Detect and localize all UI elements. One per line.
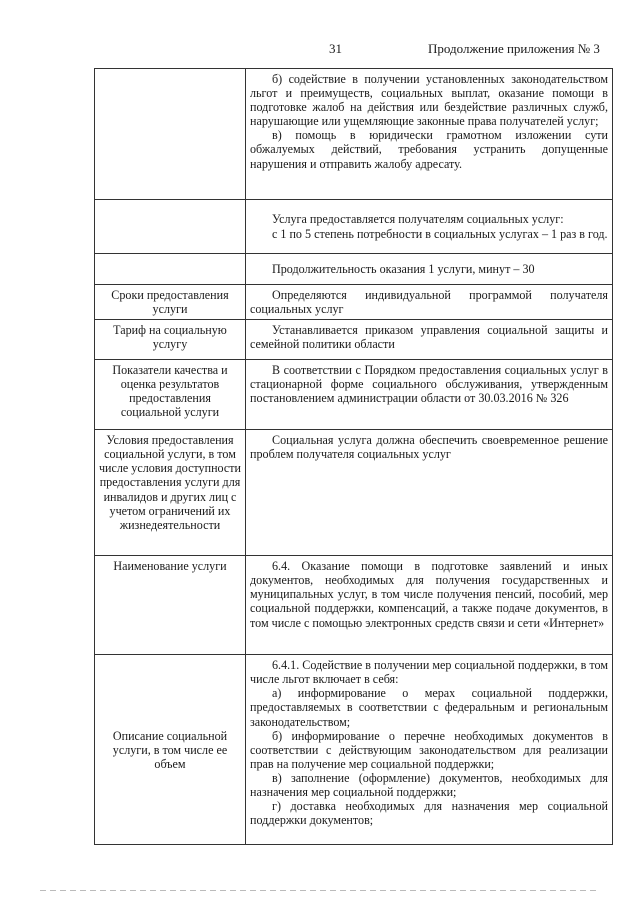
appendix-continuation-title: Продолжение приложения № 3 [428, 41, 600, 56]
row-label [95, 254, 246, 285]
row-label: Сроки предоставления услуги [95, 285, 246, 320]
paragraph: а) информирование о мерах социальной поддержки, предоставляемых в соответствии с федеральным и региональным законодательством; [250, 686, 608, 729]
paragraph: Продолжительность оказания 1 услуги, минут – 30 [272, 261, 535, 276]
row-label [95, 200, 246, 254]
table-row [95, 655, 613, 845]
page-number: 31 [329, 41, 342, 56]
row-description [246, 254, 613, 285]
table-row [95, 320, 613, 360]
row-label: Условия предоставления социальной услуги, в том числе условия доступности предоставления услуги для инвалидов и других лиц с учетом ограничений их жизнедеятельности [95, 430, 246, 556]
table-row [95, 430, 613, 556]
paragraph: Услуга предоставляется получателям социальных услуг: [272, 212, 564, 227]
paragraph: в) заполнение (оформление) документов, необходимых для назначения мер социальной поддержки; [250, 770, 608, 800]
row-description [246, 200, 613, 254]
row-description [246, 285, 613, 320]
paragraph: б) информирование о перечне необходимых документов в соответствии с действующим законодательством для реализации прав на получение мер социальной поддержки; [250, 728, 608, 771]
row-label: Описание социальной услуги, в том числе ее объем [95, 655, 246, 845]
paragraph: Определяются индивидуальной программой получателя социальных услуг [250, 288, 608, 317]
scan-edge-line [40, 890, 600, 891]
paragraph: В соответствии с Порядком предоставления социальных услуг в стационарной форме социального обслуживания, утвержденным постановлением администрации области от 30.03.2016 № 326 [250, 363, 608, 406]
paragraph: б) содействие в получении установленных законодательством льгот и преимуществ, социальных выплат, оказание помощи в подготовке жалоб на действия или бездействие различных служб, нарушающие или ущемляющие законные права получателей услуг; [250, 72, 608, 129]
row-description [246, 360, 613, 430]
row-description [246, 556, 613, 655]
paragraph: 6.4. Оказание помощи в подготовке заявлений и иных документов, необходимых для получения государственных и муниципальных услуг, в том числе получения пенсий, пособий, мер социальной поддержки, компенсаций, а также подаче документов, в том числе с помощью электронных средств связи и сети «Интернет» [250, 559, 608, 630]
paragraph: Социальная услуга должна обеспечить своевременное решение проблем получателя социальных услуг [250, 433, 608, 462]
table-row [95, 69, 613, 200]
row-description [246, 69, 613, 200]
paragraph: г) доставка необходимых для назначения мер социальной поддержки документов; [250, 799, 608, 828]
paragraph: с 1 по 5 степень потребности в социальных услугах – 1 раз в год. [272, 226, 608, 241]
row-label [95, 69, 246, 200]
table-row [95, 556, 613, 655]
row-label: Показатели качества и оценка результатов предоставления социальной услуги [95, 360, 246, 430]
services-table [94, 68, 613, 845]
row-label: Наименование услуги [95, 556, 246, 655]
row-label: Тариф на социальную услугу [95, 320, 246, 360]
table-row [95, 254, 613, 285]
row-description [246, 655, 613, 845]
paragraph: 6.4.1. Содействие в получении мер социальной поддержки, в том числе льгот включает в себя: [250, 658, 608, 687]
row-description [246, 430, 613, 556]
table-row [95, 360, 613, 430]
row-description [246, 320, 613, 360]
paragraph: Устанавливается приказом управления социальной защиты и семейной политики области [250, 323, 608, 352]
paragraph: в) помощь в юридически грамотном изложении сути обжалуемых действий, требования устранить допущенные нарушения и отправить жалобу адресату. [250, 128, 608, 171]
table-row [95, 200, 613, 254]
table-row [95, 285, 613, 320]
